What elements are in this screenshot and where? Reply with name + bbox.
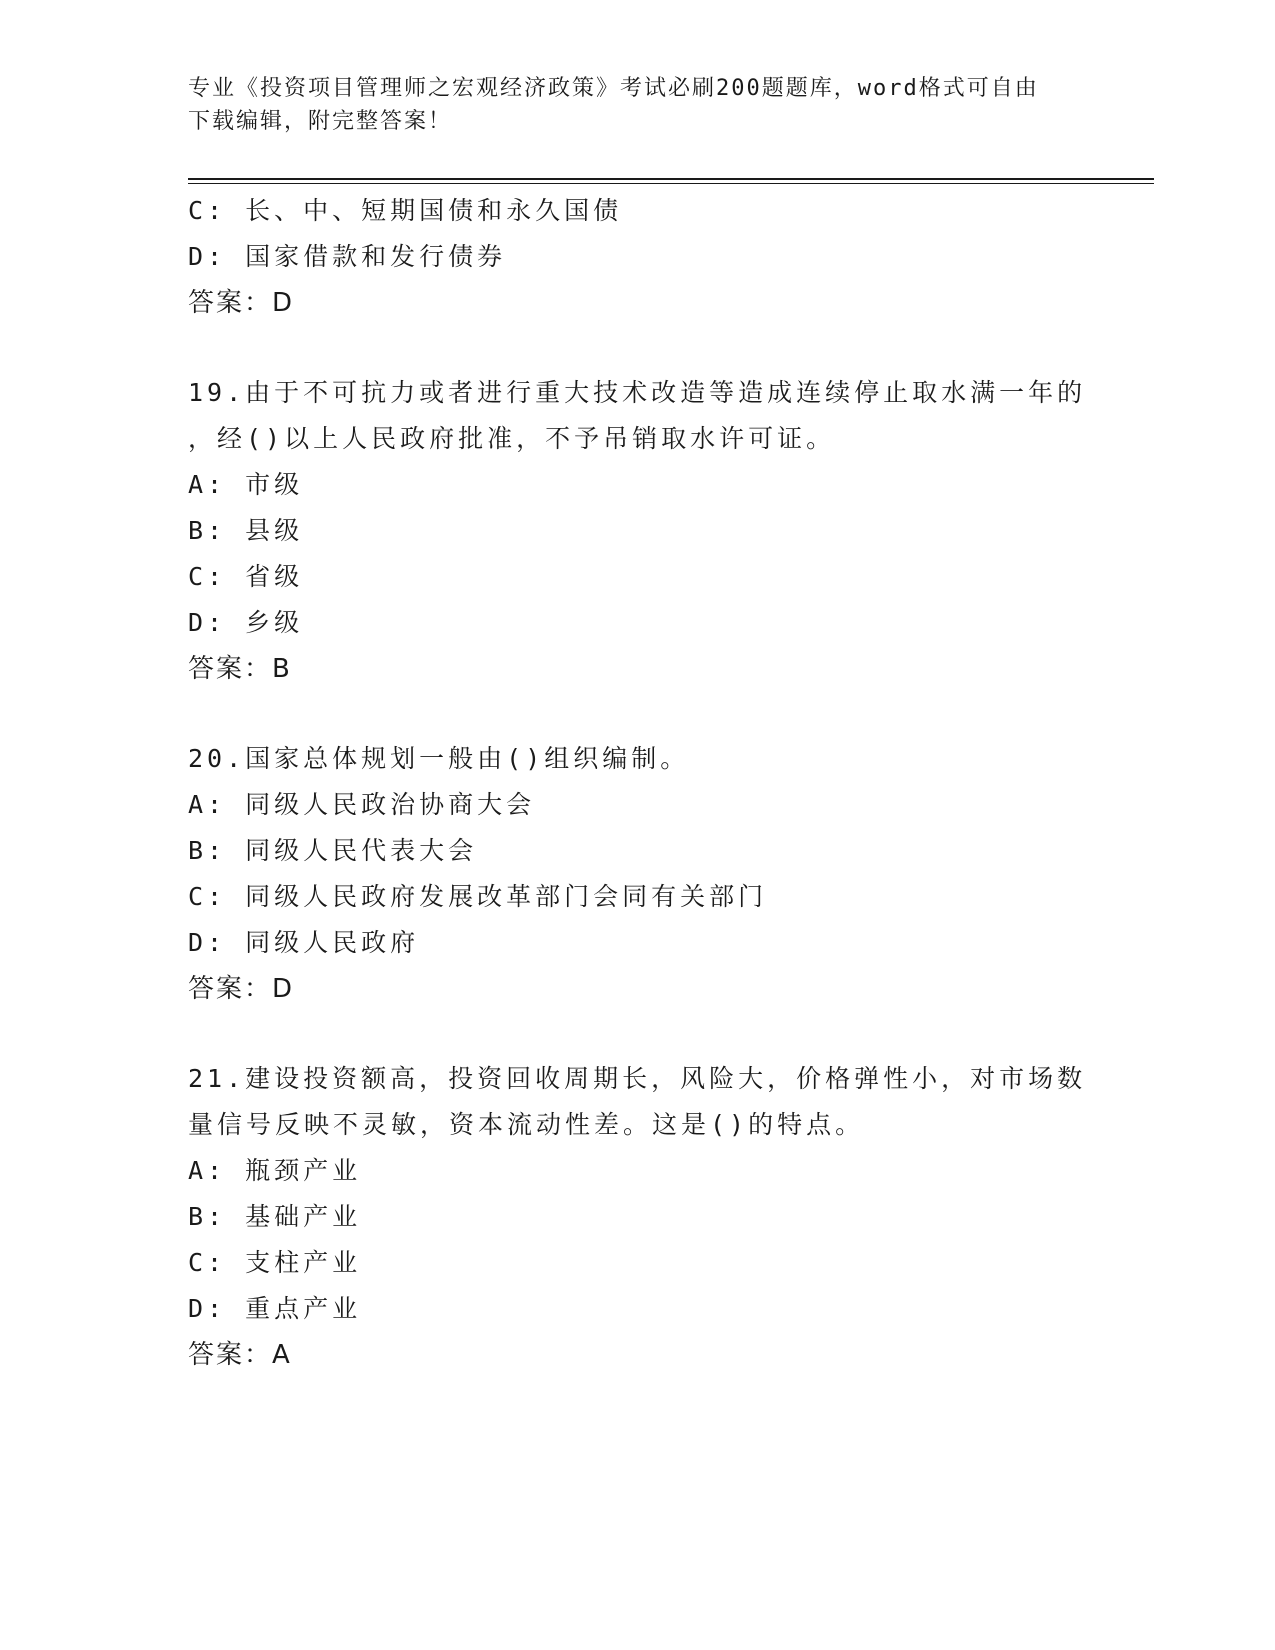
spacer <box>188 1012 1088 1056</box>
option-a: A: 市级 <box>188 470 304 499</box>
answer: 答案：B <box>188 654 292 684</box>
question-20 <box>188 736 1088 1012</box>
question-list <box>188 188 1088 1378</box>
option-b: B: 基础产业 <box>188 1202 362 1231</box>
question-stem-line-2: 量信号反映不灵敏，资本流动性差。这是()的特点。 <box>188 1110 865 1139</box>
answer: 答案：D <box>188 288 295 318</box>
option-c: C: 省级 <box>188 562 304 591</box>
header-divider-thick <box>188 178 1154 180</box>
header-line-2: 下载编辑，附完整答案！ <box>188 109 453 134</box>
question-21 <box>188 1056 1088 1378</box>
header-divider-thin <box>188 183 1154 184</box>
question-stem-line-1: 19.由于不可抗力或者进行重大技术改造等造成连续停止取水满一年的 <box>188 378 1087 407</box>
option-d: D: 重点产业 <box>188 1294 362 1323</box>
question-stem-line-2: ，经()以上人民政府批准，不予吊销取水许可证。 <box>188 424 836 453</box>
question-stem-line-1: 21.建设投资额高，投资回收周期长，风险大，价格弹性小，对市场数 <box>188 1064 1087 1093</box>
question-18-tail <box>188 188 1088 326</box>
spacer <box>188 692 1088 736</box>
question-stem-line-1: 20.国家总体规划一般由()组织编制。 <box>188 744 690 773</box>
option-a: A: 瓶颈产业 <box>188 1156 362 1185</box>
document-header <box>188 72 1068 138</box>
header-line-1: 专业《投资项目管理师之宏观经济政策》考试必刷200题题库，word格式可自由 <box>188 76 1039 101</box>
spacer <box>188 326 1088 370</box>
option-b: B: 县级 <box>188 516 304 545</box>
option-b: B: 同级人民代表大会 <box>188 836 478 865</box>
option-c: C: 同级人民政府发展改革部门会同有关部门 <box>188 882 768 911</box>
option-c: C: 支柱产业 <box>188 1248 362 1277</box>
option-c: C: 长、中、短期国债和永久国债 <box>188 196 623 225</box>
option-d: D: 乡级 <box>188 608 304 637</box>
option-d: D: 国家借款和发行债券 <box>188 242 507 271</box>
option-a: A: 同级人民政治协商大会 <box>188 790 536 819</box>
option-d: D: 同级人民政府 <box>188 928 420 957</box>
answer: 答案：A <box>188 1340 292 1370</box>
answer: 答案：D <box>188 974 295 1004</box>
question-19 <box>188 370 1088 692</box>
